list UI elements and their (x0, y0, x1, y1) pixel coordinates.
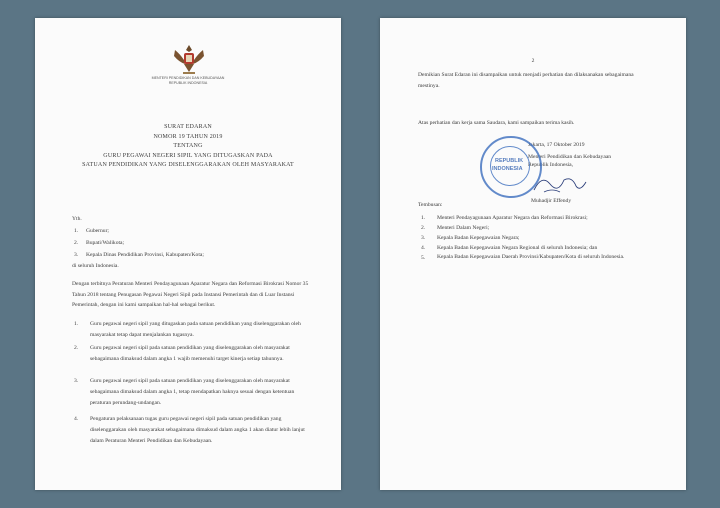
salutation: Yth. (72, 216, 82, 222)
cc-num-4: 4. (421, 245, 426, 251)
doc-subject-line-1: GURU PEGAWAI NEGERI SIPIL YANG DITUGASKAN PADA (103, 152, 273, 159)
point-num-3: 3. (74, 378, 79, 384)
closing-paragraph-2: Atas perhatian dan kerja sama Saudara, kami sampaikan terima kasih. (418, 120, 575, 126)
recipient-footer: di seluruh Indonesia. (72, 263, 119, 269)
cc-label: Tembusan: (418, 202, 443, 208)
recipient-1: Gubernur; (86, 228, 109, 234)
ministry-line-2: REPUBLIK INDONESIA (168, 80, 208, 85)
doc-about: TENTANG (173, 143, 203, 149)
signer-title-2: Republik Indonesia, (528, 162, 574, 168)
signer-title-1: Menteri Pendidikan dan Kebudayaan (528, 154, 612, 160)
document-page-2 (380, 18, 686, 490)
point-num-2: 2. (74, 345, 79, 351)
cc-item-4: Kepala Badan Kepegawaian Negara Regional di seluruh Indonesia; dan (437, 245, 598, 251)
doc-subject-line-2: SATUAN PENDIDIKAN YANG DISELENGGARAKAN OLEH MASYARAKAT (82, 162, 294, 168)
recipient-num-1: 1. (74, 228, 79, 234)
garuda-emblem-icon (171, 42, 207, 76)
point-1: Guru pegawai negeri sipil yang ditugaskan pada satuan pendidikan yang diselenggarakan oleh masyarakat tetap dapat menjalankan tugasnya. (90, 321, 301, 338)
point-3: Guru pegawai negeri sipil pada satuan pendidikan yang diselenggarakan oleh masyarakat sebagaimana dimaksud dalam angka 1, tetap mendapatkan haknya sesuai dengan ketentuan peraturan perundang-undangan. (90, 378, 295, 406)
ministry-line-1: MENTERI PENDIDIKAN DAN KEBUDAYAAN (151, 76, 225, 80)
point-2: Guru pegawai negeri sipil pada satuan pendidikan yang diselenggarakan oleh masyarakat sebagaimana dimaksud dalam angka 1 wajib memenuhi target kinerja setiap tahunnya. (90, 345, 290, 362)
place-date: Jakarta, 17 Oktober 2019 (528, 142, 585, 148)
doc-type: SURAT EDARAN (164, 124, 212, 130)
recipient-3: Kepala Dinas Pendidikan Provinsi, Kabupaten/Kota; (86, 252, 204, 258)
cc-item-3: Kepala Badan Kepegawaian Negara; (437, 235, 520, 241)
page-number: 2 (531, 58, 535, 64)
recipient-2: Bupati/Walikota; (86, 240, 125, 246)
cc-num-5: 5. (421, 255, 426, 261)
intro-paragraph: Dengan terbitnya Peraturan Menteri Pendayagunaan Aparatur Negara dan Reformasi Birokrasi Nomor 35 Tahun 2018 tentang Penugasan Pegawai Negeri Sipil pada Instansi Pemerintah dan di Luar Instansi Pemerintah, dengan ini kami sampaikan hal-hal sebagai berikut. (72, 281, 309, 309)
signer-name: Muhadjir Effendy (531, 198, 572, 204)
cc-num-3: 3. (421, 235, 426, 241)
stamp-line-1: REPUBLIK (495, 158, 524, 164)
cc-item-5: Kepala Badan Kepegawaian Daerah Provinsi/Kabupaten/Kota di seluruh Indonesia. (437, 254, 625, 260)
signature-icon (530, 170, 590, 198)
recipient-num-3: 3. (74, 252, 79, 258)
cc-num-1: 1. (421, 215, 426, 221)
point-num-1: 1. (74, 321, 79, 327)
stamp-line-2: INDONESIA (492, 166, 523, 172)
document-page-1 (35, 18, 341, 490)
cc-num-2: 2. (421, 225, 426, 231)
cc-item-2: Menteri Dalam Negeri; (437, 225, 490, 231)
doc-number: NOMOR 19 TAHUN 2019 (153, 133, 223, 140)
recipient-num-2: 2. (74, 240, 79, 246)
point-num-4: 4. (74, 416, 79, 422)
point-4: Pengaturan pelaksanaan tugas guru pegawai negeri sipil pada satuan pendidikan yang diselenggarakan oleh masyarakat sebagaimana dimaksud dalam angka 1 akan diatur lebih lanjut dalam Peraturan Menteri Pendidikan dan Kebudayaan. (90, 416, 305, 444)
cc-item-1: Menteri Pendayagunaan Aparatur Negara dan Reformasi Birokrasi; (437, 215, 588, 221)
closing-paragraph-1: Demikian Surat Edaran ini disampaikan untuk menjadi perhatian dan dilaksanakan sebagaimana mestinya. (418, 72, 634, 89)
